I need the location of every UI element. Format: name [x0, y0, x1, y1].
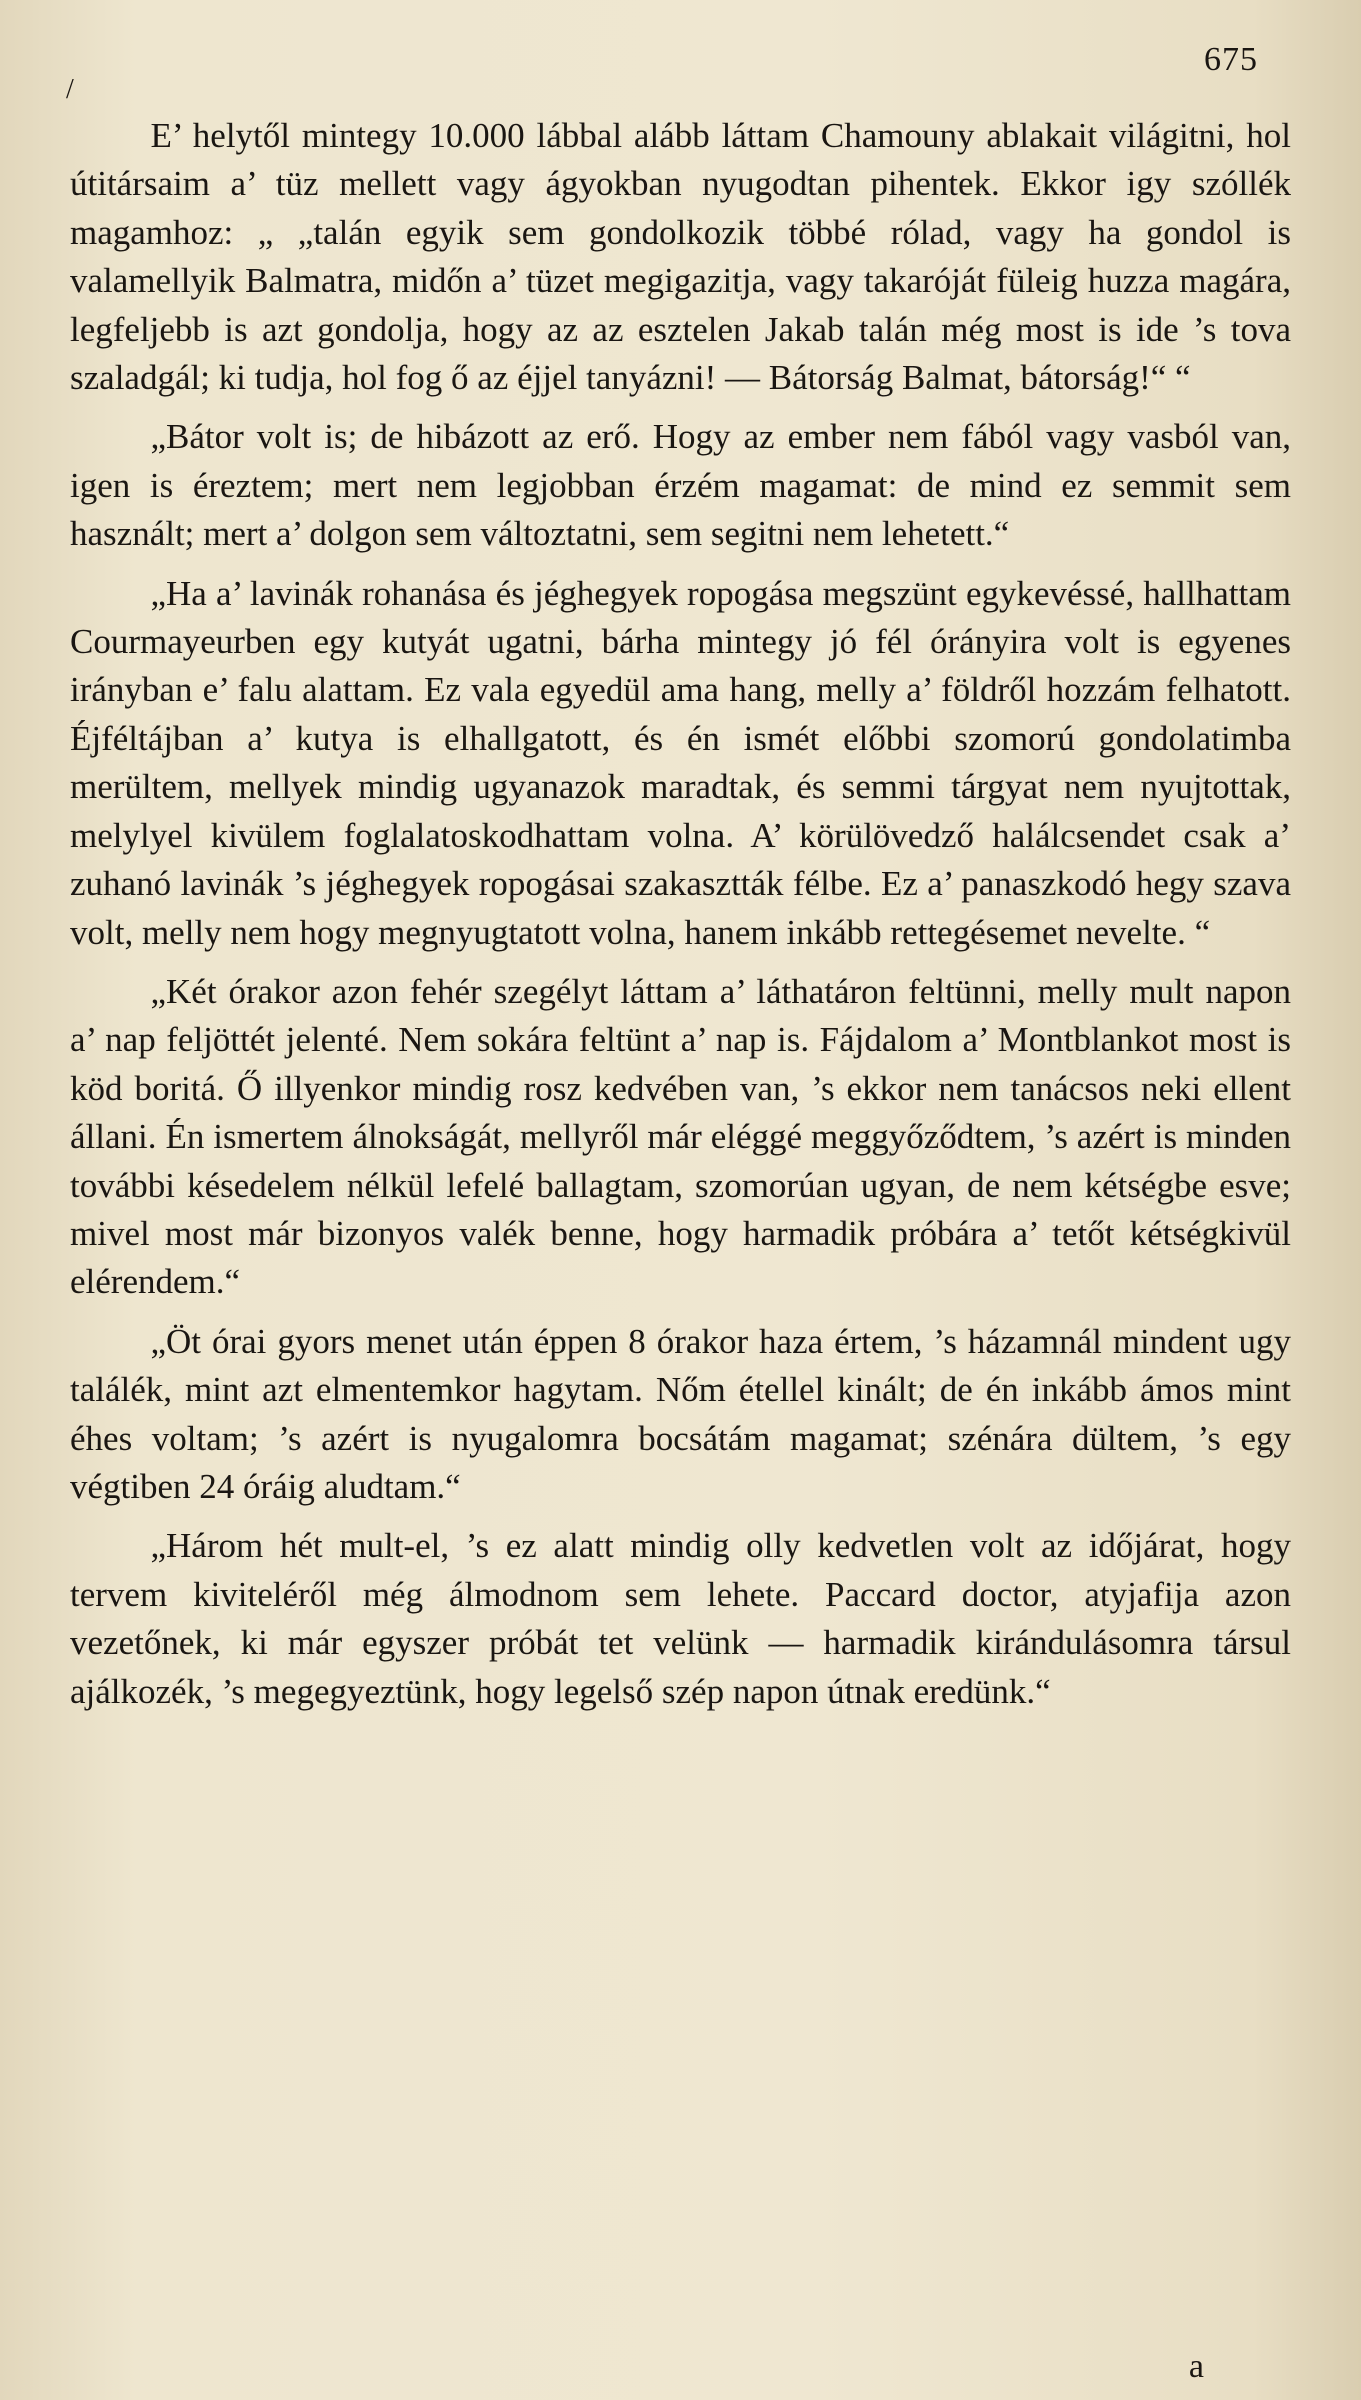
- paragraph-1: E’ helytől mintegy 10.000 lábbal alább láttam Chamouny ablakait világitni, hol útitársaim a’ tüz mellett vagy ágyokban nyugodtan pihentek. Ekkor igy szóllék magamhoz: „ „talán egyik sem gondolkozik többé rólad, vagy ha gondol is valamellyik Balmatra, midőn a’ tüzet megigazitja, vagy takaróját füleig huzza magára, legfeljebb is azt gondolja, hogy az az esztelen Jakab talán még most is ide ’s tova szaladgál; ki tudja, hol fog ő az éjjel tanyázni! — Bátorság Balmat, bátorság!“ “: [70, 116, 1291, 398]
- page-number: 675: [1204, 41, 1258, 78]
- paragraph-4: „Két órakor azon fehér szegélyt láttam a’ láthatáron feltünni, melly mult napon a’ nap feljöttét jelenté. Nem sokára feltünt a’ nap is. Fájdalom a’ Montblankot most is köd boritá. Ő illyenkor mindig rosz kedvében van, ’s ekkor nem tanácsos neki ellent állani. Én ismertem álnokságát, mellyről már eléggé meggyőződtem, ’s azért is minden további késedelem nélkül lefelé ballagtam, szomorúan ugyan, de nem kétségbe esve; mivel most már bizonyos valék benne, hogy harmadik próbára a’ tetőt kétségkivül elérendem.“: [70, 971, 1291, 1302]
- paragraph-5: „Öt órai gyors menet után éppen 8 órakor haza értem, ’s házamnál mindent ugy találék, mint azt elmentemkor hagytam. Nőm étellel kinált; de én inkább ámos mint éhes voltam; ’s azért is nyugalomra bocsátám magamat; szénára dültem, ’s egy végtiben 24 óráig aludtam.“: [70, 1321, 1291, 1506]
- paragraph-3: „Ha a’ lavinák rohanása és jéghegyek ropogása megszünt egykevéssé, hallhattam Courmayeurben egy kutyát ugatni, bárha mintegy jó fél órányira volt is egyenes irányban e’ falu alattam. Ez vala egyedül ama hang, melly a’ földről hozzám felhatott. Éjféltájban a’ kutya is elhallgatott, és én ismét előbbi szomorú gondolatimba merültem, mellyek mindig ugyanazok maradtak, és semmi tárgyat nem nyujtottak, melylyel kivülem foglalatoskodhattam volna. A’ körülövedző halálcsendet csak a’ zuhanó lavinák ’s jéghegyek ropogásai szakasztták félbe. Ez a’ panaszkodó hegy szava volt, melly nem hogy megnyugtatott volna, hanem inkább rettegésemet nevelte. “: [70, 573, 1291, 952]
- catchword: a: [1188, 2348, 1204, 2385]
- paragraph-6: „Három hét mult-el, ’s ez alatt mindig olly kedvetlen volt az időjárat, hogy tervem kiviteléről még álmodnom sem lehete. Paccard doctor, atyjafija azon vezetőnek, ki már egyszer próbát tet velünk — harmadik kirándulásomra társul ajálkozék, ’s megegyeztünk, hogy legelső szép napon útnak eredünk.“: [70, 1526, 1291, 1711]
- tick-mark: /: [66, 74, 74, 105]
- body-text: [70, 112, 1291, 1716]
- paragraph-2: „Bátor volt is; de hibázott az erő. Hogy az ember nem fából vagy vasból van, igen is éreztem; mert nem legjobban érzém magamat: de mind ez semmit sem használt; mert a’ dolgon sem változtatni, sem segitni nem lehetett.“: [70, 417, 1291, 554]
